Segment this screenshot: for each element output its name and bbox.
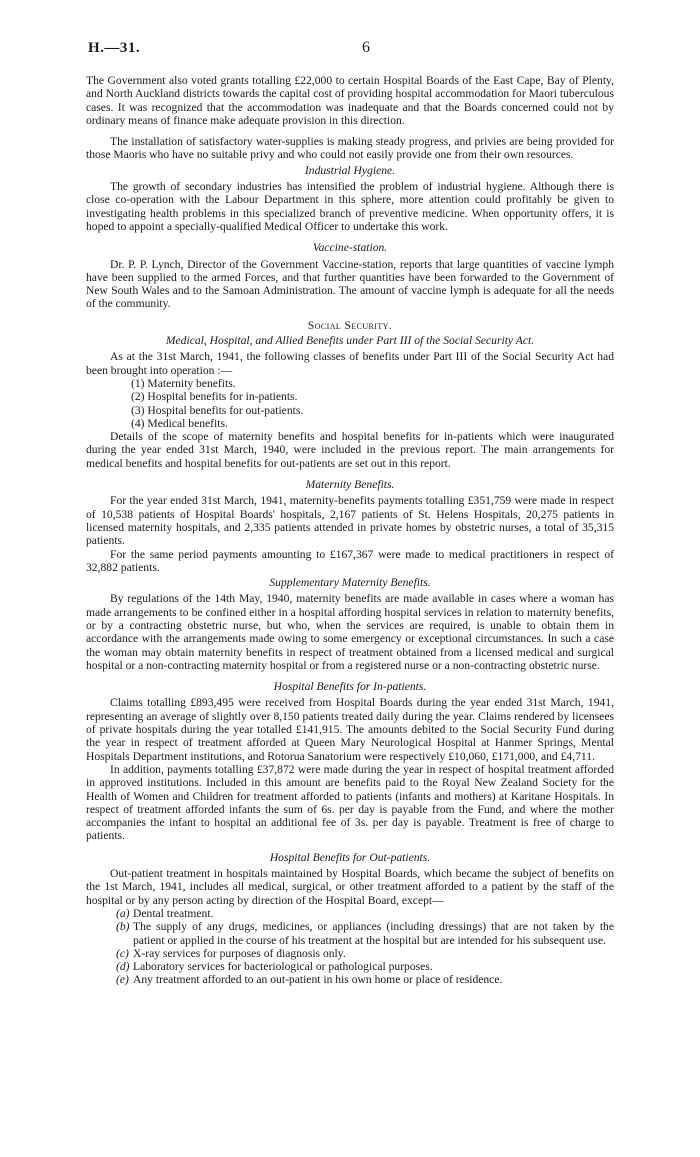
industrial-hygiene-paragraph: The growth of secondary industries has intensified the problem of industrial hygiene. Although there is close co-operation with the Labour Department in this sphere, more attention could profitably be given to investigating health problems in this specialized branch of preventive medicine. When opportunity offers, it is hoped to appoint a specially-qualified Medical Officer to undertake this work. <box>86 180 614 233</box>
intro-paragraph-2: The installation of satisfactory water-supplies is making steady progress, and privies are being provided for those Maoris who have no suitable privy and who could not easily provide one from their own resources. <box>86 135 614 162</box>
list-item: (4) Medical benefits. <box>131 416 228 430</box>
social-security-paragraph-1: As at the 31st March, 1941, the following classes of benefits under Part III of the Social Security Act had been brought into operation :— <box>86 350 614 377</box>
list-item-label: (d) <box>116 960 130 974</box>
list-item: (2) Hospital benefits for in-patients. <box>131 390 298 404</box>
social-security-subheading: Medical, Hospital, and Allied Benefits under Part III of the Social Security Act. <box>165 334 535 348</box>
supplementary-maternity-heading: Supplementary Maternity Benefits. <box>269 576 431 590</box>
page-number: 6 <box>362 39 370 56</box>
list-item-text: The supply of any drugs, medicines, or appliances (including dressings) that are not taken by the patient or applied in the course of his treatment at the hospital but are intended for his subsequent use. <box>133 920 614 947</box>
document-body <box>86 74 614 987</box>
list-item-text: Laboratory services for bacteriological or pathological purposes. <box>133 960 433 974</box>
outpatients-heading: Hospital Benefits for Out-patients. <box>269 850 431 864</box>
inpatients-paragraph-2: In addition, payments totalling £37,872 were made during the year in respect of hospital treatment afforded in approved institutions. Included in this amount are benefits paid to the Royal New Zealand Society for the Health of Women and Children for treatment afforded to patients (infants and mothers) at Karitane Hospitals. In respect of treatment afforded infants the sum of 6s. per day is payable from the Fund, and where the mother accompanies the infant to hospital an additional fee of 3s. per day is payable. Treatment is free of charge to patients. <box>86 762 614 843</box>
maternity-paragraph-2: For the same period payments amounting to £167,367 were made to medical practitioners in respect of 32,882 patients. <box>86 547 614 574</box>
list-item <box>116 920 614 947</box>
social-security-heading: Social Security. <box>307 318 393 332</box>
list-item <box>116 960 614 973</box>
inpatients-heading: Hospital Benefits for In-patients. <box>273 680 427 694</box>
list-item-text: X-ray services for purposes of diagnosis only. <box>133 946 346 960</box>
exceptions-list <box>116 907 614 987</box>
list-item-text: Dental treatment. <box>133 906 214 920</box>
list-item: (1) Maternity benefits. <box>131 376 236 390</box>
intro-paragraph-1: The Government also voted grants totalling £22,000 to certain Hospital Boards of the East Cape, Bay of Plenty, and North Auckland districts towards the capital cost of providing hospital accommodation for Maori tuberculous cases. It was recognized that the accommodation was inadequate and that the Boards concerned could not by ordinary means of finance make adequate provision in this direction. <box>86 74 614 127</box>
list-item-text: Any treatment afforded to an out-patient in his own home or place of residence. <box>133 973 503 987</box>
list-item: (3) Hospital benefits for out-patients. <box>131 403 304 417</box>
industrial-hygiene-heading: Industrial Hygiene. <box>304 163 396 177</box>
list-item-label: (b) <box>116 920 130 934</box>
list-item <box>116 947 614 960</box>
list-item <box>116 973 614 986</box>
maternity-benefits-heading: Maternity Benefits. <box>305 478 395 492</box>
vaccine-station-heading: Vaccine-station. <box>312 241 388 255</box>
outpatients-paragraph: Out-patient treatment in hospitals maintained by Hospital Boards, which became the subject of benefits on the 1st March, 1941, includes all medical, surgical, or other treatment afforded to a patient by the staff of the hospital or by any person acting by direction of the Hospital Board, except— <box>86 867 614 907</box>
supplementary-paragraph: By regulations of the 14th May, 1940, maternity benefits are made available in cases where a woman has made arrangements to be confined either in a hospital affording hospital services in relation to maternity benefits, or by a contracting obstetric nurse, but who, when the services are required, is unable to obtain them in accordance with the arrangements made owing to some emergency or exceptional circumstances. In such a case the woman may obtain maternity benefits in respect of treatment obtained from a licensed medical and surgical hospital or a non-contracting maternity hospital or from a registered nurse or a non-contracting obstetric nurse. <box>86 592 614 672</box>
list-item-label: (e) <box>116 973 129 987</box>
vaccine-station-paragraph: Dr. P. P. Lynch, Director of the Government Vaccine-station, reports that large quantities of vaccine lymph have been supplied to the armed Forces, and that further quantities have been forwarded to the Government of New South Wales and to the Samoan Administration. The amount of vaccine lymph is adequate for all the needs of the community. <box>86 257 614 311</box>
list-item-label: (c) <box>116 946 129 960</box>
document-reference: H.—31. <box>88 40 141 56</box>
social-security-paragraph-2: Details of the scope of maternity benefits and hospital benefits for in-patients which were inaugurated during the year ended 31st March, 1940, were included in the previous report. The main arrangements for medical benefits and hospital benefits for out-patients are set out in this report. <box>86 430 614 470</box>
benefits-list <box>131 377 614 430</box>
list-item <box>116 907 614 920</box>
list-item-label: (a) <box>116 906 130 920</box>
maternity-paragraph-1: For the year ended 31st March, 1941, maternity-benefits payments totalling £351,759 were made in respect of 10,538 patients of Hospital Boards' hospitals, 2,167 patients of St. Helens Hospitals, 20,275 patients in licensed maternity hospitals, and 2,335 patients attended in private homes by obstetric nurses, a total of 35,315 patients. <box>86 494 614 548</box>
inpatients-paragraph-1: Claims totalling £893,495 were received from Hospital Boards during the year ended 31st March, 1941, representing an average of slightly over 8,150 patients treated daily during the year. Claims rendered by licensees of private hospitals during the year totalled £141,915. The amounts debited to the Social Security Fund during the year in respect of treatment afforded at Queen Mary Neurological Hospital at Hanmer Springs, Mental Hospitals Department institutions, and Rotorua Sanatorium were respectively £10,060, £171,000, and £4,711. <box>86 696 614 763</box>
